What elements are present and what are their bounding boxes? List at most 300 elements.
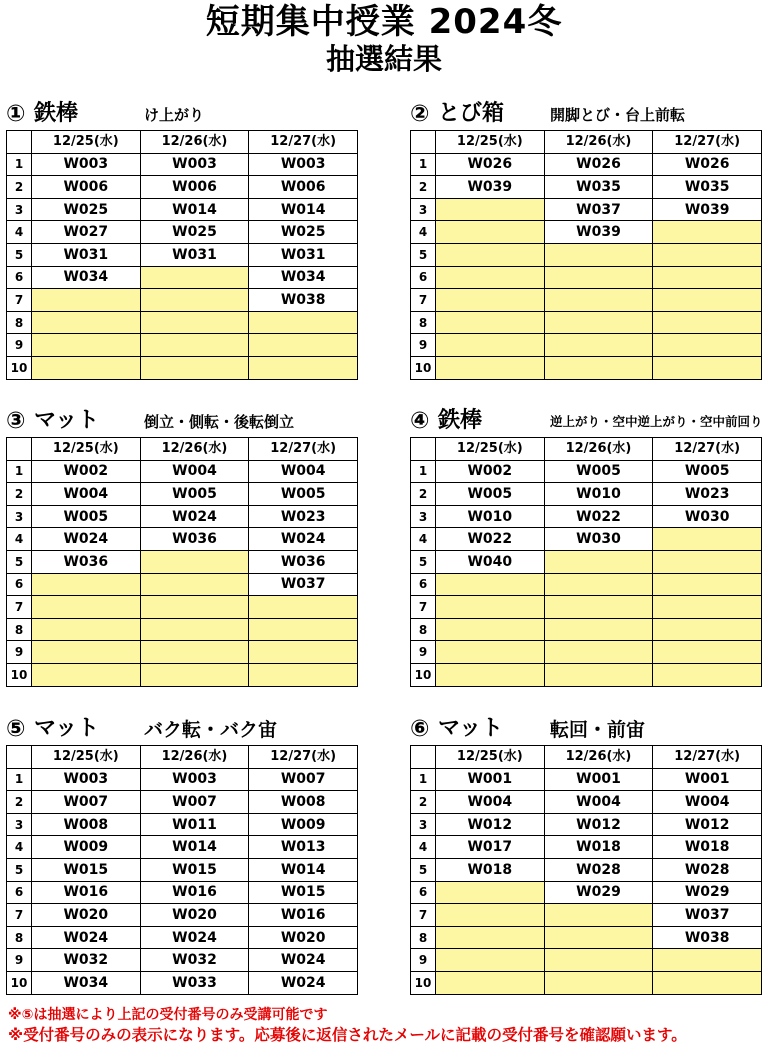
date-header: 12/27(水) — [653, 746, 762, 769]
table-row — [7, 266, 358, 289]
table-row — [411, 836, 762, 859]
empty-slot — [436, 904, 545, 927]
table-row — [7, 334, 358, 357]
reception-number: W031 — [249, 243, 358, 266]
empty-slot — [249, 356, 358, 379]
row-number: 3 — [411, 198, 436, 221]
corner-cell — [7, 131, 32, 154]
reception-number: W034 — [32, 971, 141, 994]
row-number: 10 — [411, 971, 436, 994]
reception-number: W003 — [32, 153, 141, 176]
table-row — [411, 971, 762, 994]
reception-number: W015 — [32, 858, 141, 881]
reception-number: W026 — [436, 153, 545, 176]
empty-slot — [653, 641, 762, 664]
table-row — [7, 153, 358, 176]
table-row — [411, 550, 762, 573]
reception-number: W022 — [436, 528, 545, 551]
course-skill: 開脚とび・台上前転 — [550, 106, 686, 124]
reception-number: W007 — [140, 791, 249, 814]
empty-slot — [436, 573, 545, 596]
date-header: 12/26(水) — [140, 438, 249, 461]
reception-number: W006 — [140, 176, 249, 199]
reception-number: W020 — [32, 904, 141, 927]
row-number: 2 — [7, 176, 32, 199]
reception-number: W030 — [653, 505, 762, 528]
reception-number: W026 — [653, 153, 762, 176]
table-row — [411, 243, 762, 266]
empty-slot — [544, 289, 653, 312]
empty-slot — [32, 334, 141, 357]
table-row — [7, 573, 358, 596]
row-number: 6 — [411, 573, 436, 596]
reception-number: W015 — [249, 881, 358, 904]
row-number: 5 — [7, 243, 32, 266]
empty-slot — [249, 334, 358, 357]
empty-slot — [653, 356, 762, 379]
table-row — [7, 550, 358, 573]
empty-slot — [653, 289, 762, 312]
date-header: 12/27(水) — [249, 438, 358, 461]
reception-number: W003 — [249, 153, 358, 176]
table-row — [411, 813, 762, 836]
table-row — [7, 813, 358, 836]
empty-slot — [32, 573, 141, 596]
reception-number: W036 — [32, 550, 141, 573]
row-number: 4 — [7, 836, 32, 859]
reception-number: W028 — [653, 858, 762, 881]
empty-slot — [544, 550, 653, 573]
row-number: 1 — [7, 153, 32, 176]
row-number: 6 — [7, 573, 32, 596]
empty-slot — [249, 641, 358, 664]
empty-slot — [140, 573, 249, 596]
reception-number: W003 — [32, 768, 141, 791]
reception-number: W008 — [249, 791, 358, 814]
reception-number: W010 — [544, 483, 653, 506]
row-number: 7 — [411, 596, 436, 619]
reception-number: W011 — [140, 813, 249, 836]
row-number: 8 — [7, 926, 32, 949]
table-row — [411, 573, 762, 596]
result-table — [410, 130, 762, 380]
corner-cell — [411, 131, 436, 154]
row-number: 10 — [7, 663, 32, 686]
table-row — [411, 791, 762, 814]
empty-slot — [32, 289, 141, 312]
empty-slot — [140, 596, 249, 619]
empty-slot — [436, 356, 545, 379]
row-number: 3 — [411, 505, 436, 528]
table-row — [7, 663, 358, 686]
result-table — [6, 745, 358, 995]
empty-slot — [249, 663, 358, 686]
row-number: 2 — [7, 483, 32, 506]
table-row — [411, 618, 762, 641]
reception-number: W022 — [544, 505, 653, 528]
row-number: 8 — [411, 618, 436, 641]
date-header: 12/27(水) — [249, 131, 358, 154]
table-row — [411, 881, 762, 904]
row-number: 2 — [7, 791, 32, 814]
course-header — [410, 100, 764, 128]
reception-number: W005 — [140, 483, 249, 506]
course-skill: バク転・バク宙 — [144, 719, 278, 741]
empty-slot — [436, 289, 545, 312]
row-number: 7 — [411, 289, 436, 312]
table-row — [411, 176, 762, 199]
date-header: 12/26(水) — [140, 131, 249, 154]
table-row — [411, 221, 762, 244]
course-apparatus: マット — [438, 716, 504, 741]
reception-number: W039 — [436, 176, 545, 199]
date-header: 12/25(水) — [32, 438, 141, 461]
reception-number: W006 — [249, 176, 358, 199]
course-header — [6, 715, 360, 743]
row-number: 5 — [411, 243, 436, 266]
empty-slot — [436, 641, 545, 664]
page-subtitle: 抽選結果 — [325, 42, 442, 76]
empty-slot — [140, 311, 249, 334]
reception-number: W005 — [249, 483, 358, 506]
table-row — [7, 836, 358, 859]
course-apparatus: マット — [34, 716, 100, 741]
row-number: 4 — [411, 836, 436, 859]
reception-number: W038 — [653, 926, 762, 949]
date-header: 12/25(水) — [436, 438, 545, 461]
reception-number: W024 — [249, 949, 358, 972]
reception-number: W029 — [653, 881, 762, 904]
empty-slot — [544, 663, 653, 686]
empty-slot — [436, 198, 545, 221]
row-number: 4 — [7, 528, 32, 551]
date-header: 12/25(水) — [436, 131, 545, 154]
date-header: 12/25(水) — [436, 746, 545, 769]
row-number: 6 — [411, 266, 436, 289]
table-row — [411, 311, 762, 334]
table-row — [411, 334, 762, 357]
empty-slot — [436, 596, 545, 619]
reception-number: W005 — [32, 505, 141, 528]
table-row — [7, 904, 358, 927]
row-number: 2 — [411, 791, 436, 814]
note-1: ※⑤は抽選により上記の受付番号のみ受講可能です — [8, 1007, 328, 1023]
course-number: ② — [410, 101, 430, 127]
date-header: 12/26(水) — [544, 438, 653, 461]
reception-number: W018 — [436, 858, 545, 881]
table-row — [7, 198, 358, 221]
reception-number: W033 — [140, 971, 249, 994]
empty-slot — [436, 926, 545, 949]
reception-number: W003 — [140, 153, 249, 176]
row-number: 8 — [411, 926, 436, 949]
reception-number: W018 — [544, 836, 653, 859]
table-row — [411, 528, 762, 551]
course-block-2 — [410, 100, 764, 375]
row-number: 7 — [7, 904, 32, 927]
empty-slot — [544, 311, 653, 334]
empty-slot — [544, 971, 653, 994]
table-row — [7, 311, 358, 334]
table-row — [411, 505, 762, 528]
reception-number: W001 — [653, 768, 762, 791]
page-title: 短期集中授業 2024冬 — [205, 2, 563, 42]
empty-slot — [140, 289, 249, 312]
empty-slot — [32, 596, 141, 619]
table-row — [7, 949, 358, 972]
reception-number: W032 — [32, 949, 141, 972]
empty-slot — [32, 356, 141, 379]
empty-slot — [32, 311, 141, 334]
row-number: 4 — [411, 221, 436, 244]
table-row — [7, 858, 358, 881]
reception-number: W031 — [140, 243, 249, 266]
reception-number: W004 — [249, 460, 358, 483]
row-number: 2 — [411, 176, 436, 199]
table-row — [411, 289, 762, 312]
reception-number: W037 — [544, 198, 653, 221]
reception-number: W007 — [32, 791, 141, 814]
result-table — [410, 437, 762, 687]
reception-number: W016 — [140, 881, 249, 904]
empty-slot — [436, 971, 545, 994]
table-row — [7, 791, 358, 814]
course-apparatus: 鉄棒 — [34, 101, 79, 126]
reception-number: W005 — [653, 460, 762, 483]
reception-number: W013 — [249, 836, 358, 859]
corner-cell — [411, 746, 436, 769]
row-number: 7 — [7, 289, 32, 312]
date-header-row — [411, 746, 762, 769]
row-number: 2 — [411, 483, 436, 506]
empty-slot — [140, 550, 249, 573]
row-number: 9 — [411, 334, 436, 357]
row-number: 1 — [411, 460, 436, 483]
date-header-row — [411, 438, 762, 461]
empty-slot — [544, 618, 653, 641]
empty-slot — [140, 618, 249, 641]
result-table — [6, 437, 358, 687]
table-row — [411, 768, 762, 791]
row-number: 5 — [7, 550, 32, 573]
table-row — [411, 949, 762, 972]
empty-slot — [653, 266, 762, 289]
row-number: 9 — [7, 334, 32, 357]
reception-number: W023 — [249, 505, 358, 528]
empty-slot — [544, 243, 653, 266]
reception-number: W034 — [32, 266, 141, 289]
empty-slot — [140, 663, 249, 686]
table-row — [7, 460, 358, 483]
course-number: ⑥ — [410, 716, 430, 742]
reception-number: W006 — [32, 176, 141, 199]
course-number: ⑤ — [6, 716, 26, 742]
table-row — [411, 904, 762, 927]
row-number: 4 — [7, 221, 32, 244]
table-row — [7, 881, 358, 904]
reception-number: W007 — [249, 768, 358, 791]
reception-number: W024 — [32, 528, 141, 551]
date-header-row — [7, 746, 358, 769]
row-number: 3 — [411, 813, 436, 836]
reception-number: W004 — [653, 791, 762, 814]
table-row — [7, 176, 358, 199]
course-header — [6, 100, 360, 128]
table-row — [411, 663, 762, 686]
reception-number: W037 — [653, 904, 762, 927]
reception-number: W014 — [249, 858, 358, 881]
row-number: 5 — [411, 858, 436, 881]
reception-number: W010 — [436, 505, 545, 528]
row-number: 5 — [411, 550, 436, 573]
empty-slot — [436, 618, 545, 641]
row-number: 7 — [7, 596, 32, 619]
course-header — [410, 715, 764, 743]
row-number: 6 — [7, 881, 32, 904]
row-number: 9 — [411, 641, 436, 664]
row-number: 10 — [7, 356, 32, 379]
row-number: 3 — [7, 813, 32, 836]
reception-number: W020 — [140, 904, 249, 927]
reception-number: W002 — [32, 460, 141, 483]
empty-slot — [140, 356, 249, 379]
empty-slot — [653, 949, 762, 972]
course-skill: 逆上がり・空中逆上がり・空中前回り — [550, 414, 763, 429]
empty-slot — [32, 663, 141, 686]
reception-number: W024 — [249, 528, 358, 551]
date-header-row — [7, 131, 358, 154]
row-number: 10 — [411, 663, 436, 686]
reception-number: W037 — [249, 573, 358, 596]
empty-slot — [544, 926, 653, 949]
table-row — [411, 153, 762, 176]
table-row — [7, 596, 358, 619]
reception-number: W027 — [32, 221, 141, 244]
empty-slot — [653, 550, 762, 573]
empty-slot — [32, 618, 141, 641]
empty-slot — [436, 334, 545, 357]
empty-slot — [140, 266, 249, 289]
date-header: 12/25(水) — [32, 746, 141, 769]
course-header — [410, 407, 764, 435]
reception-number: W023 — [653, 483, 762, 506]
row-number: 6 — [411, 881, 436, 904]
reception-number: W031 — [32, 243, 141, 266]
empty-slot — [32, 641, 141, 664]
course-apparatus: とび箱 — [438, 101, 505, 126]
table-row — [7, 289, 358, 312]
corner-cell — [7, 438, 32, 461]
date-header: 12/26(水) — [544, 746, 653, 769]
course-skill: 倒立・側転・後転倒立 — [144, 413, 295, 431]
empty-slot — [544, 573, 653, 596]
course-number: ① — [6, 101, 26, 127]
course-number: ④ — [410, 408, 430, 434]
empty-slot — [249, 618, 358, 641]
empty-slot — [653, 528, 762, 551]
reception-number: W014 — [140, 836, 249, 859]
course-block-1 — [6, 100, 360, 375]
table-row — [411, 356, 762, 379]
reception-number: W009 — [249, 813, 358, 836]
course-apparatus: 鉄棒 — [438, 408, 483, 433]
table-row — [7, 528, 358, 551]
empty-slot — [140, 641, 249, 664]
reception-number: W016 — [32, 881, 141, 904]
date-header: 12/26(水) — [544, 131, 653, 154]
row-number: 1 — [411, 768, 436, 791]
result-table — [410, 745, 762, 995]
reception-number: W024 — [32, 926, 141, 949]
reception-number: W001 — [436, 768, 545, 791]
empty-slot — [653, 311, 762, 334]
row-number: 8 — [7, 618, 32, 641]
reception-number: W034 — [249, 266, 358, 289]
table-row — [411, 641, 762, 664]
date-header-row — [411, 131, 762, 154]
empty-slot — [436, 266, 545, 289]
reception-number: W002 — [436, 460, 545, 483]
row-number: 5 — [7, 858, 32, 881]
corner-cell — [411, 438, 436, 461]
empty-slot — [544, 641, 653, 664]
table-row — [411, 266, 762, 289]
corner-cell — [7, 746, 32, 769]
reception-number: W020 — [249, 926, 358, 949]
row-number: 7 — [411, 904, 436, 927]
date-header: 12/27(水) — [653, 131, 762, 154]
reception-number: W038 — [249, 289, 358, 312]
table-row — [411, 926, 762, 949]
empty-slot — [436, 311, 545, 334]
course-block-3 — [6, 407, 360, 682]
empty-slot — [544, 596, 653, 619]
row-number: 4 — [411, 528, 436, 551]
reception-number: W017 — [436, 836, 545, 859]
row-number: 1 — [411, 153, 436, 176]
reception-number: W012 — [653, 813, 762, 836]
reception-number: W004 — [140, 460, 249, 483]
reception-number: W012 — [436, 813, 545, 836]
row-number: 10 — [411, 356, 436, 379]
reception-number: W016 — [249, 904, 358, 927]
table-row — [411, 460, 762, 483]
reception-number: W028 — [544, 858, 653, 881]
table-row — [411, 858, 762, 881]
reception-number: W024 — [140, 505, 249, 528]
row-number: 10 — [7, 971, 32, 994]
table-row — [411, 596, 762, 619]
reception-number: W039 — [544, 221, 653, 244]
course-apparatus: マット — [34, 408, 100, 433]
course-block-4 — [410, 407, 764, 682]
reception-number: W040 — [436, 550, 545, 573]
table-row — [7, 618, 358, 641]
table-row — [7, 221, 358, 244]
date-header: 12/25(水) — [32, 131, 141, 154]
empty-slot — [653, 596, 762, 619]
empty-slot — [653, 221, 762, 244]
reception-number: W014 — [140, 198, 249, 221]
reception-number: W015 — [140, 858, 249, 881]
reception-number: W009 — [32, 836, 141, 859]
table-row — [411, 198, 762, 221]
row-number: 8 — [411, 311, 436, 334]
table-row — [7, 768, 358, 791]
empty-slot — [544, 904, 653, 927]
table-row — [411, 483, 762, 506]
reception-number: W036 — [140, 528, 249, 551]
